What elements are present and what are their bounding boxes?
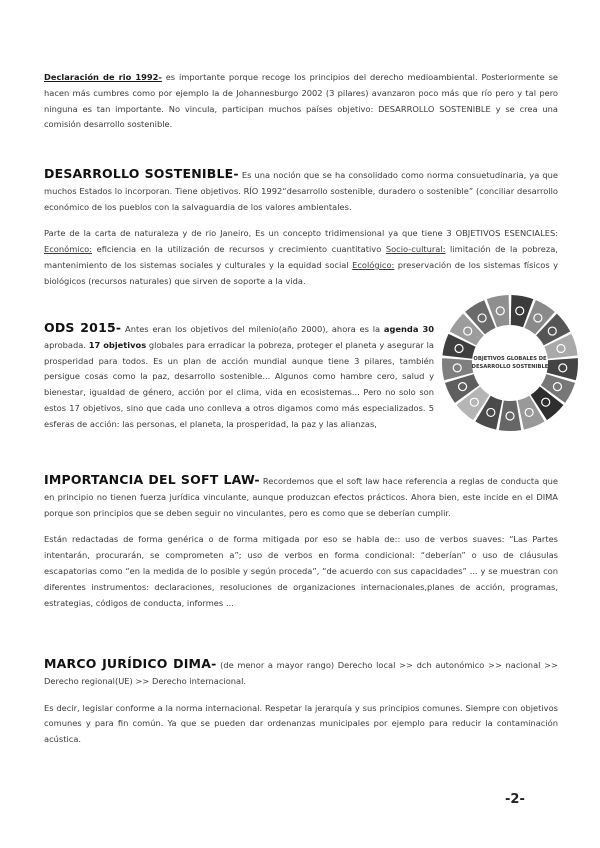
section-desarrollo-sostenible (44, 166, 558, 290)
paragraph-text: aprobada. (44, 339, 89, 350)
paragraph-text: eficiencia en la utilización de recursos y crecimiento cuantitativo (92, 244, 386, 255)
bold-agenda: agenda 30 (383, 324, 435, 334)
sdg-wheel-center (474, 327, 546, 399)
paragraph-text: (de menor a mayor rango) Derecho local >> dch autonómico >> nacional >> Derecho regional(UE) >> Derecho internacional. (44, 660, 558, 686)
paragraph (44, 472, 558, 521)
paragraph (44, 70, 558, 133)
paragraph-text: limitación de la pobreza, mantenimiento de los sistemas sociales y culturales y la equidad social (44, 244, 558, 270)
paragraph-text: Parte de la carta de naturaleza y de rio Janeiro, Es un concepto tridimensional ya que tiene 3 OBJETIVOS ESENCIALES: (44, 228, 558, 239)
section-ods-2015 (44, 320, 434, 433)
section-title: MARCO JURÍDICO DIMA- (44, 656, 217, 671)
page-number: -2- (505, 792, 525, 807)
paragraph (44, 226, 558, 289)
sdg-segment (499, 400, 521, 431)
term-economico: Económico: (44, 244, 93, 255)
paragraph-text: globales para erradicar la pobreza, proteger el planeta y asegurar la prosperidad para todos. Es un plan de acción mundial aunque tiene 3 pilares, también persigue cosas como la paz, desarrollo sostenible... Algunos como hambre cero, salud y bienestar, igualdad de género, acción por el clima, vida en ecosistemas... Pero no solo son estos 17 objetivos, sino que cada uno conlleva a otros digamos como más especializados. 5 esferas de acción: las personas, el planeta, la prosperidad, la paz y las alianzas, (44, 339, 435, 429)
paragraph-text: Recordemos que el soft law hace referencia a reglas de conducta que en principio no tienen fuerza jurídica vinculante, aunque produzcan efectos prácticos. Ahora bien, este incide en el DIMA porque son principios que se deben seguir no vinculantes, pero es como que se deberían cumplir. (44, 476, 558, 518)
paragraph-text: Es una noción que se ha consolidado como norma consuetudinaria, ya que muchos Estados lo incorporan. Tiene objetivos. RÍO 1992“desarrollo sostenible, duradero o sostenible” (conciliar desarrollo económico de los pueblos con la salvaguardia de los valores ambientales. (44, 170, 558, 212)
section-title: DESARROLLO SOSTENIBLE- (44, 166, 239, 181)
paragraph (44, 166, 558, 215)
paragraph-text: Es decir, legislar conforme a la norma internacional. Respetar la jerarquía y sus principios comunes. Siempre con objetivos comunes y para fin común. Ya que se pueden dar ordenanzas municipales por ejemplo para reducir la contaminación acústica. (44, 702, 558, 745)
term-socio-cultural: Socio-cultural: (385, 244, 446, 255)
sdg-center-line1: OBJETIVOS GLOBALES DE (473, 356, 547, 362)
paragraph-text: es importante porque recoge los principios del derecho medioambiental. Posteriormente se hacen más cumbres como por ejemplo la de Johannesburgo 2002 (3 pilares) avanzaron poco más que río pero y tal pero ninguna es tan importante. No vincula, participan muchos países objetivo: DESARROLLO SOSTENIBLE y se crea una comisión desarrollo sostenible. (44, 72, 559, 130)
paragraph-text: preservación de los sistemas físicos y biológicos (recursos naturales) que sirven de soporte a la vida. (44, 259, 558, 286)
section-marco-juridico (44, 656, 558, 748)
paragraph (44, 656, 558, 690)
section-declaracion-rio (44, 70, 558, 133)
section-title: IMPORTANCIA DEL SOFT LAW- (44, 472, 260, 487)
paragraph (44, 701, 558, 748)
sdg-center-line2: DESARROLLO SOSTENIBLE (471, 364, 549, 370)
term-ecologico: Ecológico: (352, 259, 395, 270)
paragraph (44, 320, 434, 433)
paragraph-text: Están redactadas de forma genérica o de forma mitigada por eso se habla de:: uso de verbos suaves: “Las Partes intentarán, procurarán, se comprometen a”; uso de verbos en forma condicional: “deberían” o uso de cláusulas escapatorias como “en la medida de lo posible y según proceda”, “de acuerdo con sus capacidades” ... y se muestran con diferentes instrumentos: declaraciones, resoluciones de organizaciones internacionales,planes de acción, programas, estrategias, códigos de conducta, informes ... (44, 534, 558, 608)
section-title: ODS 2015- (44, 320, 122, 335)
sdg-wheel-image (440, 293, 580, 433)
paragraph-text: Antes eran los objetivos del milenio(año 2000), ahora es la (121, 324, 384, 334)
section-soft-law (44, 472, 558, 611)
bold-objetivos: 17 objetivos (88, 339, 147, 350)
section-title: Declaración de rio 1992- (44, 72, 162, 82)
paragraph (44, 532, 558, 611)
